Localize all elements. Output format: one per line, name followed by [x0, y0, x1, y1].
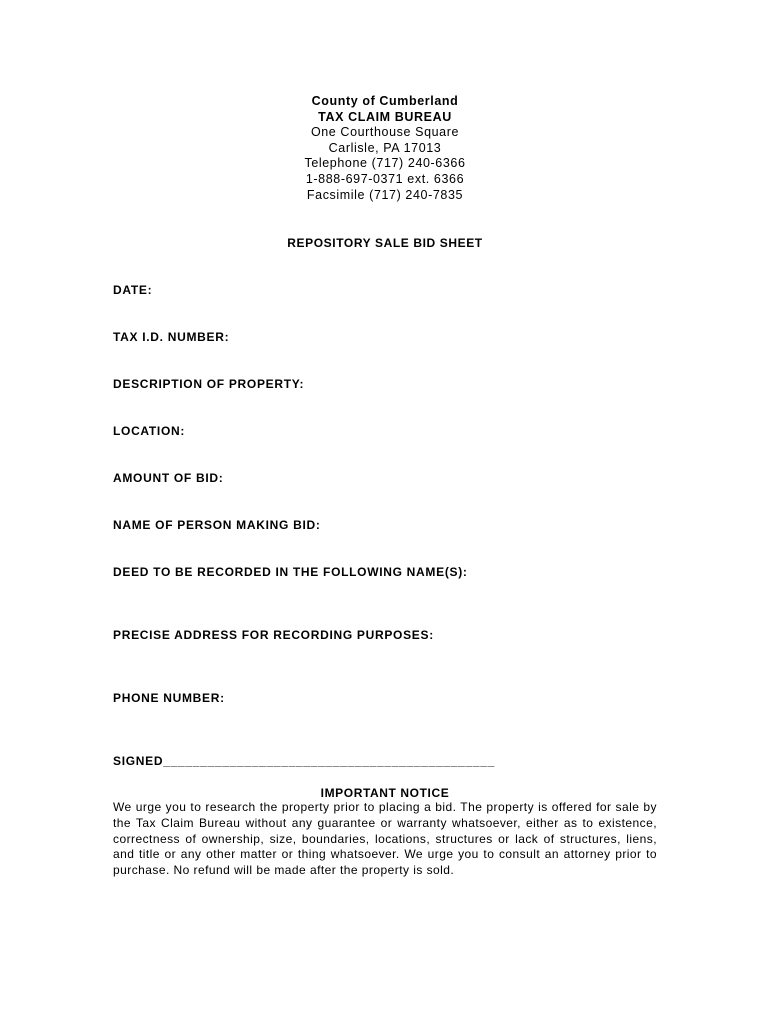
recording-address-label: PRECISE ADDRESS FOR RECORDING PURPOSES: — [113, 628, 434, 642]
document-title: REPOSITORY SALE BID SHEET — [287, 236, 483, 250]
deed-names-label: DEED TO BE RECORDED IN THE FOLLOWING NAME(S): — [113, 565, 468, 579]
county-name: County of Cumberland — [311, 94, 459, 108]
location-label: LOCATION: — [113, 424, 186, 438]
notice-body: We urge you to research the property prior to placing a bid. The property is offered for sale by the Tax Claim Bureau without any guarantee or warranty whatsoever, either as to existence, correctness of ownership, size, boundaries, locations, structures or lack of structures, liens, and title or any other matter or thing whatsoever. We urge you to consult an attorney prior to purchase. No refund will be made after the property is sold. — [113, 800, 657, 878]
address-line-2: Carlisle, PA 17013 — [328, 140, 442, 155]
description-label: DESCRIPTION OF PROPERTY: — [113, 377, 305, 391]
letterhead — [0, 94, 770, 203]
amount-of-bid-label: AMOUNT OF BID: — [113, 471, 224, 485]
bidder-name-label: NAME OF PERSON MAKING BID: — [113, 518, 321, 532]
bureau-name: TAX CLAIM BUREAU — [318, 109, 452, 124]
notice-title: IMPORTANT NOTICE — [320, 786, 450, 800]
signature-line: SIGNED_____________________________________________ — [113, 754, 496, 768]
facsimile: Facsimile (717) 240-7835 — [306, 187, 464, 202]
tax-id-label: TAX I.D. NUMBER: — [113, 330, 230, 344]
phone-number-label: PHONE NUMBER: — [113, 691, 225, 705]
toll-free-number: 1-888-697-0371 ext. 6366 — [305, 171, 465, 186]
date-label: DATE: — [113, 283, 153, 297]
address-line-1: One Courthouse Square — [310, 125, 460, 140]
telephone: Telephone (717) 240-6366 — [304, 156, 466, 171]
